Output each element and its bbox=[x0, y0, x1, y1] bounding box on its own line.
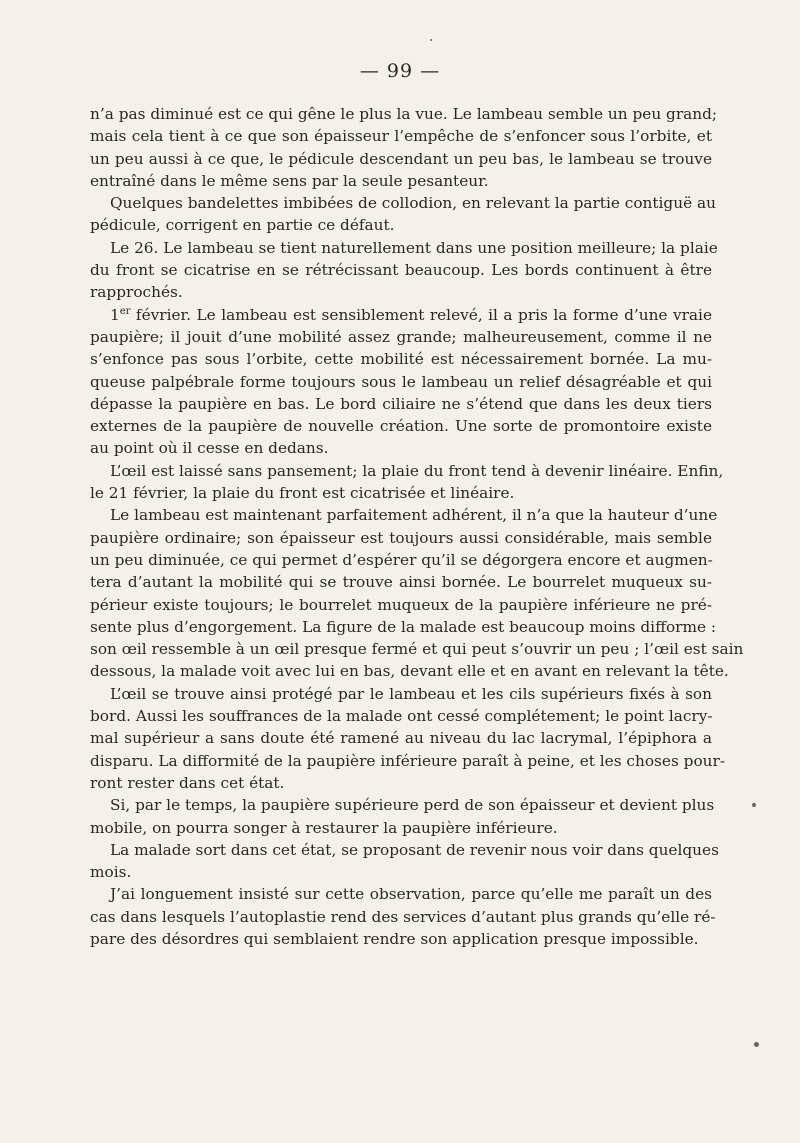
text-line: mal supérieur a sans doute été ramené au niveau du lac lacrymal, l’épiphora a bbox=[90, 729, 712, 748]
body-text bbox=[90, 103, 744, 950]
text-line: mobile, on pourra songer à restaurer la paupière inférieure. bbox=[90, 818, 558, 837]
text-line: entraîné dans le même sens par la seule pesanteur. bbox=[90, 171, 489, 190]
text-line: 1er février. Le lambeau est sensiblement relevé, il a pris la forme d’une vraie bbox=[110, 305, 712, 324]
paper-speck bbox=[754, 1042, 759, 1047]
text-line: sente plus d’engorgement. La figure de la malade est beaucoup moins difforme : bbox=[90, 617, 717, 636]
text-line: externes de la paupière de nouvelle création. Une sorte de promontoire existe bbox=[90, 417, 712, 436]
paper-speck bbox=[430, 39, 432, 41]
text-line: rapprochés. bbox=[90, 283, 183, 302]
text-line: du front se cicatrise en se rétrécissant beaucoup. Les bords continuent à être bbox=[90, 261, 712, 280]
text-line: paupière ordinaire; son épaisseur est toujours aussi considérable, mais semble bbox=[90, 528, 712, 547]
text-line: Le lambeau est maintenant parfaitement adhérent, il n’a que la hauteur d’une bbox=[110, 506, 718, 525]
text-line: s’enfonce pas sous l’orbite, cette mobilité est nécessairement bornée. La mu- bbox=[90, 350, 712, 369]
text-line: au point où il cesse en dedans. bbox=[90, 439, 329, 458]
text-line: un peu diminuée, ce qui permet d’espérer qu’il se dégorgera encore et augmen- bbox=[90, 550, 713, 569]
text-line: Si, par le temps, la paupière supérieure perd de son épaisseur et devient plus bbox=[110, 796, 715, 815]
text-line: J’ai longuement insisté sur cette observation, parce qu’elle me paraît un des bbox=[110, 885, 712, 904]
text-line: Le 26. Le lambeau se tient naturellement dans une position meilleure; la plaie bbox=[110, 238, 718, 257]
text-line: périeur existe toujours; le bourrelet muqueux de la paupière inférieure ne pré- bbox=[90, 595, 712, 614]
text-line: La malade sort dans cet état, se proposant de revenir nous voir dans quelques bbox=[110, 840, 719, 859]
text-line: pare des désordres qui semblaient rendre son application presque impossible. bbox=[90, 929, 699, 948]
text-line: son œil ressemble à un œil presque fermé et qui peut s’ouvrir un peu ; l’œil est sain bbox=[90, 640, 744, 659]
text-line: dépasse la paupière en bas. Le bord ciliaire ne s’étend que dans les deux tiers bbox=[90, 394, 712, 413]
text-line: dessous, la malade voit avec lui en bas, devant elle et en avant en relevant la tête. bbox=[90, 662, 729, 681]
text-line: pédicule, corrigent en partie ce défaut. bbox=[90, 216, 395, 235]
page-number: — 99 — bbox=[359, 60, 441, 82]
text-line: tera d’autant la mobilité qui se trouve ainsi bornée. Le bourrelet muqueux su- bbox=[90, 573, 712, 592]
text-line: un peu aussi à ce que, le pédicule descendant un peu bas, le lambeau se trouve bbox=[90, 149, 712, 168]
text-line: le 21 février, la plaie du front est cicatrisée et linéaire. bbox=[90, 484, 515, 503]
text-line: ront rester dans cet état. bbox=[90, 773, 285, 792]
text-line: bord. Aussi les souffrances de la malade ont cessé complétement; le point lacry- bbox=[90, 707, 713, 726]
text-line: disparu. La difformité de la paupière inférieure paraît à peine, et les choses pour- bbox=[90, 751, 726, 770]
text-line: L’œil se trouve ainsi protégé par le lambeau et les cils supérieurs fixés à son bbox=[110, 684, 712, 703]
paper-speck bbox=[752, 803, 756, 807]
text-line: cas dans lesquels l’autoplastie rend des services d’autant plus grands qu’elle ré- bbox=[90, 907, 716, 926]
text-line: L’œil est laissé sans pansement; la plaie du front tend à devenir linéaire. Enfin, bbox=[110, 461, 724, 480]
text-line: n’a pas diminué est ce qui gêne le plus la vue. Le lambeau semble un peu grand; bbox=[90, 105, 718, 123]
text-line: Quelques bandelettes imbibées de collodion, en relevant la partie contiguë au bbox=[110, 194, 716, 213]
text-line: mois. bbox=[90, 863, 132, 882]
text-line: paupière; il jouit d’une mobilité assez grande; malheureusement, comme il ne bbox=[90, 327, 712, 346]
text-line: queuse palpébrale forme toujours sous le lambeau un relief désagréable et qui bbox=[90, 372, 712, 391]
text-line: mais cela tient à ce que son épaisseur l’empêche de s’enfoncer sous l’orbite, et bbox=[90, 127, 712, 146]
